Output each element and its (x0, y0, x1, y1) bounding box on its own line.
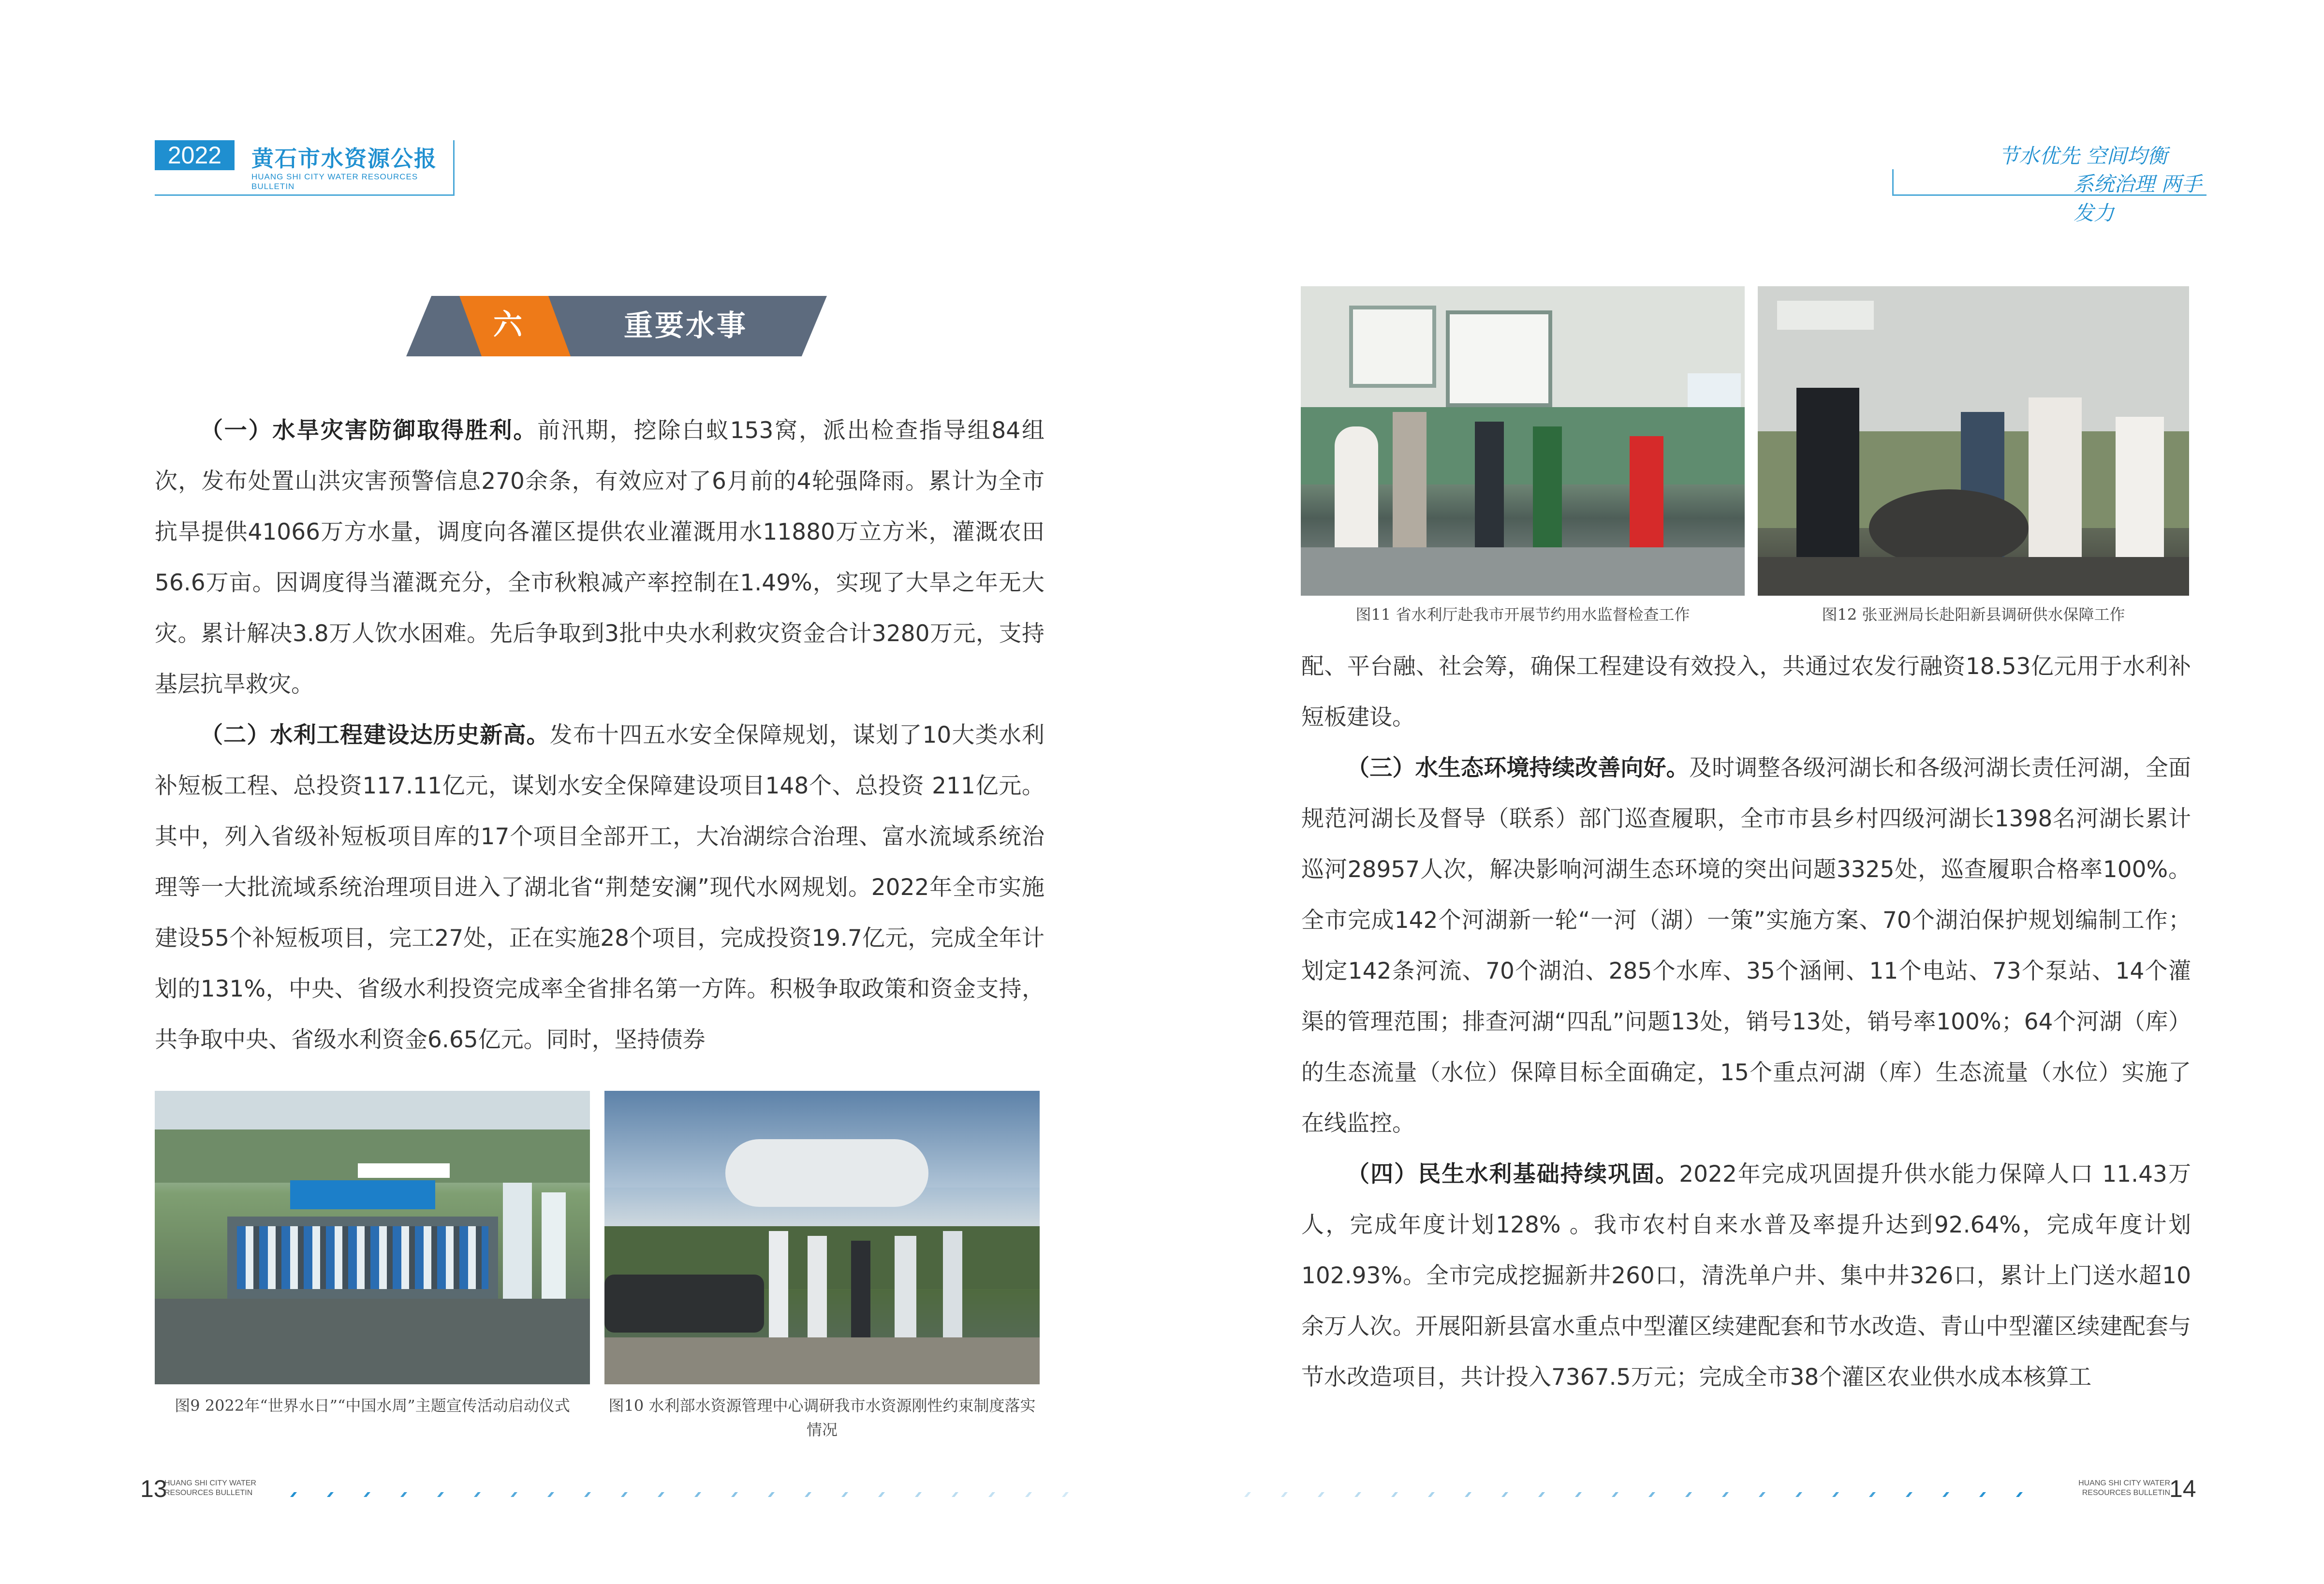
footer-dot (1354, 1492, 1361, 1497)
paragraph-construction-continued: 配、平台融、社会筹，确保工程建设有效投入，共通过农发行融资18.53亿元用于水利补短板建设。 (1301, 653, 2191, 731)
footer-dot (1501, 1492, 1508, 1497)
footer-dot (1244, 1492, 1251, 1497)
footer-dot (1062, 1492, 1069, 1497)
paragraph-livelihood (1301, 1149, 2191, 1403)
footer-dot (915, 1492, 922, 1497)
footer-line2: RESOURCES BULLETIN (164, 1489, 253, 1497)
caption-fig11: 图11 省水利厅赴我市开展节约用水监督检查工作 (1355, 605, 1690, 624)
bulletin-title: 黄石市水资源公报 (251, 146, 437, 172)
footer-dot (511, 1492, 517, 1497)
footer-dot (1428, 1492, 1435, 1497)
footer-dot (658, 1492, 664, 1497)
photo-water-saving-inspection (1301, 286, 1745, 596)
footer-dot (1942, 1492, 1949, 1497)
footer-dot (2016, 1492, 2023, 1497)
footer-dot (1685, 1492, 1692, 1497)
footer-dot (290, 1492, 297, 1497)
section-number: 六 (493, 308, 522, 342)
footer-dot (474, 1492, 481, 1497)
footer-dot (547, 1492, 554, 1497)
footer-dot (805, 1492, 811, 1497)
footer-dot (1906, 1492, 1912, 1497)
footer-dot (1465, 1492, 1471, 1497)
paragraph-ecology (1301, 743, 2191, 1149)
footer-dot (1722, 1492, 1729, 1497)
paragraph-lead: （一）水旱灾害防御取得胜利。 (200, 417, 538, 444)
footer-dot (1575, 1492, 1582, 1497)
section-title: 重要水事 (624, 309, 748, 343)
paragraph-lead: （四）民生水利基础持续巩固。 (1347, 1161, 1679, 1188)
photo-ministry-research (604, 1091, 1040, 1384)
footer-dot (988, 1492, 995, 1497)
footer-dot (1979, 1492, 1986, 1497)
footer-dot (364, 1492, 370, 1497)
photo-water-supply-research (1758, 286, 2189, 596)
footer-dot (878, 1492, 885, 1497)
footer-dot (694, 1492, 701, 1497)
footer-dot (1612, 1492, 1618, 1497)
caption-fig10: 图10 水利部水资源管理中心调研我市水资源刚性约束制度落实情况 (608, 1396, 1036, 1439)
footer-dot (768, 1492, 775, 1497)
footer-dots-right (1239, 1491, 2042, 1498)
paragraph-lead: （三）水生态环境持续改善向好。 (1347, 755, 1689, 781)
footer-dot (437, 1492, 444, 1497)
page-number-right: 14 (2169, 1475, 2196, 1502)
footer-dot (621, 1492, 628, 1497)
footer-dot (1795, 1492, 1802, 1497)
slogan-header (1858, 140, 2206, 225)
caption-fig9: 图9 2022年“世界水日”“中国水周”主题宣传活动启动仪式 (175, 1396, 570, 1415)
paragraph-construction (155, 710, 1044, 1065)
bulletin-header (155, 140, 455, 196)
paragraph-body: 及时调整各级河湖长和各级河湖长责任河湖，全面规范河湖长及督导（联系）部门巡查履职，全市市县乡村四级河湖长1398名河湖长累计巡河28957人次，解决影响河湖生态环境的突出问题3325处，巡查履职合格率100%。全市完成142个河湖新一轮“一河（湖）一策”实施方案、70个湖泊保护规划编制工作；划定142条河流、70个湖泊、285个水库、35个涵闸、11个电站、73个泵站、14个灌渠的管理范围；排查河湖“四乱”问题13处，销号13处，销号率100%；64个河湖（库）的生态流量（水位）保障目标全面确定，15个重点河湖（库）生态流量（水位）实施了在线监控。 (1301, 755, 2192, 1137)
footer-dot (400, 1492, 407, 1497)
footer-dot (1648, 1492, 1655, 1497)
footer-line1: HUANG SHI CITY WATER (164, 1479, 256, 1487)
paragraph-body: 发布十四五水安全保障规划，谋划了10大类水利补短板工程、总投资117.11亿元，谋划水安全保障建设项目148个、总投资 211亿元。其中，列入省级补短板项目库的17个项目全部开工，大冶湖综合治理、富水流域系统治理等一大批流域系统治理项目进入了湖北省“荆楚安澜”现代水网规划。2022年全市实施建设55个补短板项目，完工27处，正在实施28个项目，完成投资19.7亿元，完成全年计划的131%，中央、省级水利投资完成率全省排名第一方阵。积极争取政策和资金支持，共争取中央、省级水利资金6.65亿元。同时，坚持债券 (155, 722, 1044, 1053)
footer-dot (841, 1492, 848, 1497)
right-page (1162, 0, 2324, 1584)
paragraph-body: 2022年完成巩固提升供水能力保障人口 11.43万人，完成年度计划128% 。我市农村自来水普及率提升达到92.64%，完成年度计划102.93%。全市完成挖掘新井260口，清洗单户井、集中井326口，累计上门送水超10余万人次。开展阳新县富水重点中型灌区续建配套和节水改造、青山中型灌区续建配套与节水改造项目，共计投入7367.5万元；完成全市38个灌区农业供水成本核算工 (1301, 1161, 2191, 1391)
footer-dot (584, 1492, 591, 1497)
footer-dot (1281, 1492, 1288, 1497)
paragraph-body: 前汛期，挖除白蚁153窝，派出检查指导组84组次，发布处置山洪灾害预警信息270余条，有效应对了6月前的4轮强降雨。累计为全市抗旱提供41066万方水量，调度向各灌区提供农业灌溉用水11880万立方米，灌溉农田56.6万亩。因调度得当灌溉充分，全市秋粮减产率控制在1.49%，实现了大旱之年无大灾。累计解决3.8万人饮水困难。先后争取到3批中央水利救灾资金合计3280万元，支持基层抗旱救灾。 (155, 417, 1045, 698)
left-body-text (155, 405, 1044, 1065)
footer-dots-left (285, 1491, 1088, 1498)
right-body-text (1301, 641, 2191, 1403)
year-badge: 2022 (155, 140, 235, 170)
footer-dot (1869, 1492, 1876, 1497)
footer-dot (1025, 1492, 1032, 1497)
page-number-left: 13 (140, 1475, 167, 1502)
slogan-line2: 系统治理 两手发力 (2074, 172, 2202, 225)
footer-dot (1832, 1492, 1839, 1497)
bulletin-subtitle: HUANG SHI CITY WATER RESOURCES BULLETIN (251, 172, 418, 191)
footer-dot (327, 1492, 334, 1497)
footer-dot (1318, 1492, 1324, 1497)
footer-dot (1538, 1492, 1545, 1497)
section-banner (406, 296, 827, 356)
paragraph-flood-defense (155, 405, 1044, 710)
photo-world-water-day (155, 1091, 590, 1384)
caption-fig12: 图12 张亚洲局长赴阳新县调研供水保障工作 (1822, 605, 2125, 624)
footer-line1: HUANG SHI CITY WATER (2078, 1479, 2170, 1487)
footer-bulletin-label-left (164, 1479, 276, 1498)
footer-dot (1759, 1492, 1765, 1497)
footer-line2: RESOURCES BULLETIN (2082, 1489, 2170, 1497)
paragraph-lead: （二）水利工程建设达历史新高。 (200, 722, 550, 748)
slogan-line1: 节水优先 空间均衡 (1999, 144, 2168, 168)
footer-dot (1391, 1492, 1398, 1497)
footer-dot (731, 1492, 738, 1497)
footer-bulletin-label-right (2059, 1479, 2170, 1498)
footer-dot (952, 1492, 958, 1497)
